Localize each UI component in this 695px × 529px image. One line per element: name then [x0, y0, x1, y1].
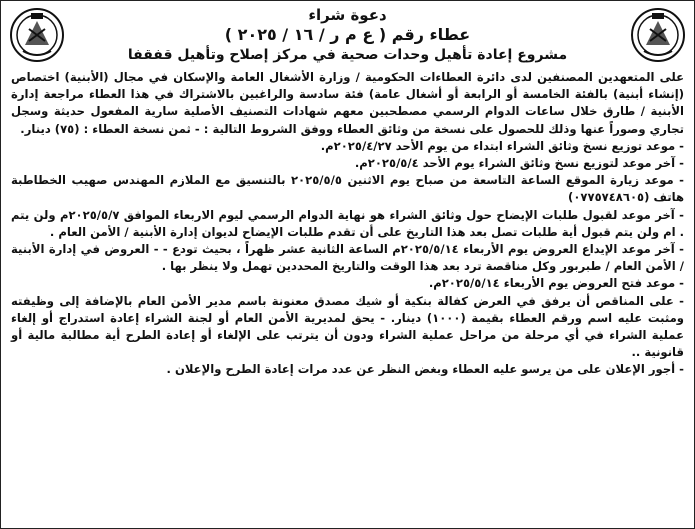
condition-item: - آخر موعد الإيداع العروض يوم الأربعاء ٢٠٢٥/٥/١٤م الساعة الثانية عشر ظهراً ، بحيث تودع - - العروض في إدارة الأبنية / الأمن العام / طبربور وكل مناقصة ترد بعد هذا الوقت والتاريخ المحددين تهمل ولا ينظر بها .	[11, 242, 684, 274]
intro-paragraph: على المتعهدين المصنفين لدى دائرة العطاءات الحكومية / وزارة الأشغال العامة والإسكان في مجال (الأبنية) اختصاص (إنشاء أبنية) بالفئة الخامسة أو الرابعة أو أشغال عامة) فئة سادسة والراغبين بالاشتراك في هذا العطاء مراجعة إدارة الأبنية / طارق خلال ساعات الدوام الرسمي مصطحبين معهم شهادات التصنيف الأصلية سارية المفعول حديثة وسجل تجاري وصوراً عنها وذلك للحصول على نسخة من وثائق العطاء ووفق الشروط التالية : - ثمن نسخة العطاء : (٧٥) دينار.	[11, 70, 684, 136]
condition-item: - موعد توزيع نسخ وثائق الشراء ابتداء من يوم الأحد ٢٠٢٥/٤/٢٧م.	[320, 138, 684, 153]
condition-item: - موعد فتح العروض يوم الأربعاء ٢٠٢٥/٥/١٤م.	[428, 276, 684, 291]
condition-item: - على المناقص أن يرفق في العرض كفالة بنكية أو شيك مصدق معنونة باسم مدير الأمن العام بالإضافة إلى وظيفته ومثبت عليه اسم ورقم العطاء بقيمة (١٠٠٠) دينار. - يحق لمديرية الأمن العام أو لجنة الشراء إعادة استدراج أو إلغاء عملية الشراء في أي مرحلة من مراحل عملية الشراء ودون أن يترتب على الإلغاء أو إعادة الطرح أية مطالبة مالية أو قانونية ..	[11, 293, 684, 360]
notice-title: دعوة شراء	[308, 6, 387, 24]
condition-item: - آخر موعد لتوزيع نسخ وثائق الشراء يوم الأحد ٢٠٢٥/٥/٤م.	[354, 156, 684, 171]
public-security-emblem-icon	[9, 7, 65, 63]
project-title: مشروع إعادة تأهيل وحدات صحية في مركز إصلاح وتأهيل قفقفا	[127, 47, 568, 63]
condition-item: - موعد زيارة الموقع الساعة التاسعة من صباح يوم الاثنين ٢٠٢٥/٥/٥ بالتنسيق مع الملازم المهندس صهيب الخطاطبة هاتف (٠٧٧٥٧٤٨٦٠٥)	[11, 173, 684, 205]
tender-number: عطاء رقم ( ع م ر / ١٦ / ٢٠٢٥ )	[224, 25, 471, 44]
notice-body	[1, 65, 694, 379]
notice-header	[1, 1, 694, 65]
public-security-emblem-icon	[630, 7, 686, 63]
condition-item: - أجور الإعلان على من يرسو عليه العطاء وبغض النظر عن عدد مرات إعادة الطرح والإعلان .	[166, 362, 684, 377]
condition-item: - آخر موعد لقبول طلبات الإيضاح حول وثائق الشراء هو نهاية الدوام الرسمي ليوم الاربعاء الموافق ٢٠٢٥/٥/٧م ولن يتم . ام ولن يتم قبول أية طلبات تصل بعد هذا التاريخ على أن تقدم طلبات الإيضاح لديوان إدارة الأبنية / الأمن العام .	[11, 207, 684, 239]
